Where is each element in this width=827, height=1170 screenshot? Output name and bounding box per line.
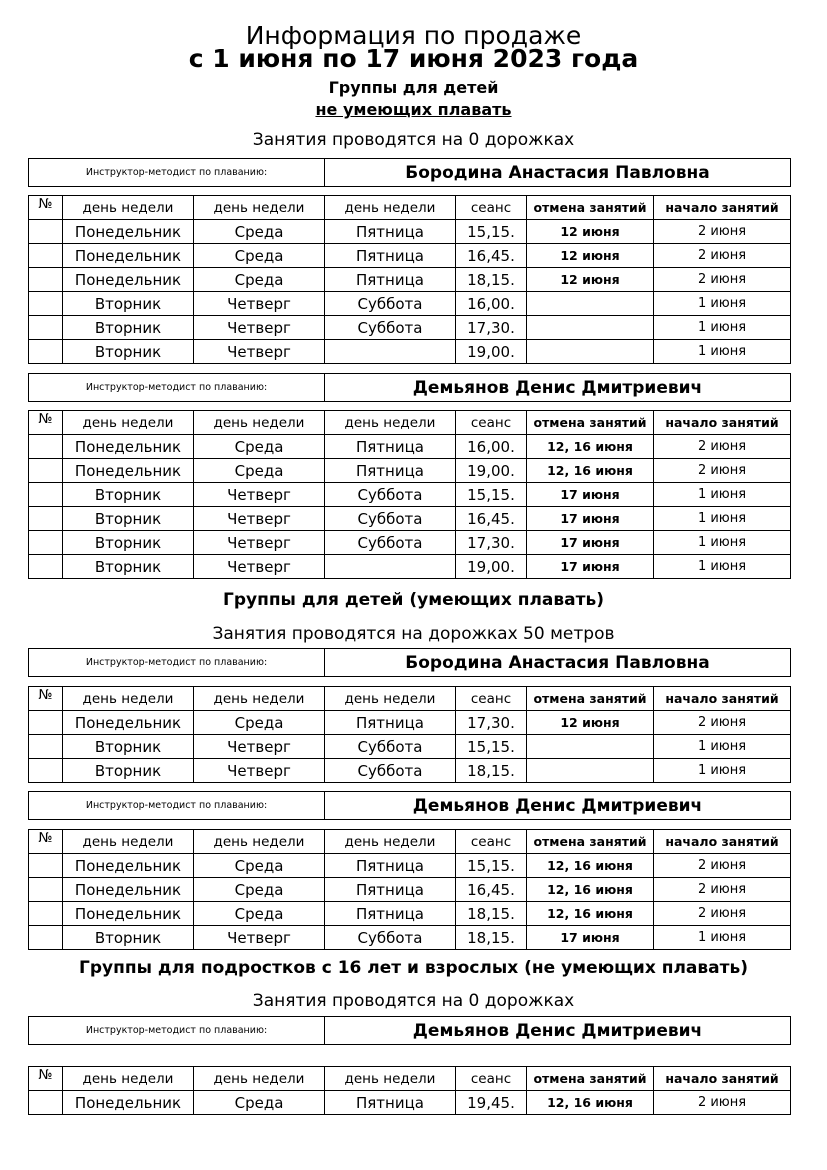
header-start: начало занятий xyxy=(654,1067,791,1091)
instructor-role: Инструктор-методист по плаванию: xyxy=(29,792,325,820)
schedule-header-row xyxy=(29,687,791,711)
cell-day-2: Среда xyxy=(194,244,325,268)
table-row xyxy=(29,854,791,878)
cell-number xyxy=(29,854,63,878)
cell-day-3: Пятница xyxy=(325,902,456,926)
group-title: Группы для подростков с 16 лет и взрослых (не умеющих плавать) xyxy=(79,958,748,978)
cell-session: 19,00. xyxy=(456,340,527,364)
cell-session: 16,45. xyxy=(456,507,527,531)
cell-number xyxy=(29,759,63,783)
cell-session: 16,45. xyxy=(456,244,527,268)
cell-cancel xyxy=(527,340,654,364)
header-number: № xyxy=(29,1067,63,1091)
cell-session: 15,15. xyxy=(456,854,527,878)
schedule-table xyxy=(28,1066,791,1115)
header-day: день недели xyxy=(194,411,325,435)
cell-session: 19,00. xyxy=(456,459,527,483)
header-day: день недели xyxy=(194,687,325,711)
cell-day-2: Четверг xyxy=(194,316,325,340)
cell-day-3: Пятница xyxy=(325,244,456,268)
header-session: сеанс xyxy=(456,1067,527,1091)
cell-number xyxy=(29,735,63,759)
cell-day-3: Суббота xyxy=(325,316,456,340)
schedule-table xyxy=(28,829,791,950)
cell-start: 2 июня xyxy=(654,878,791,902)
cell-session: 16,00. xyxy=(456,292,527,316)
cell-start: 1 июня xyxy=(654,555,791,579)
instructor-role: Инструктор-методист по плаванию: xyxy=(29,374,325,402)
table-row xyxy=(29,711,791,735)
cell-day-1: Понедельник xyxy=(63,435,194,459)
table-row xyxy=(29,244,791,268)
cell-day-1: Понедельник xyxy=(63,1091,194,1115)
group-title: Группы для детей (умеющих плавать) xyxy=(222,590,604,610)
cell-start: 1 июня xyxy=(654,531,791,555)
cell-day-1: Вторник xyxy=(63,759,194,783)
cell-day-1: Вторник xyxy=(63,926,194,950)
cell-cancel: 17 июня xyxy=(527,926,654,950)
cell-number xyxy=(29,926,63,950)
cell-start: 1 июня xyxy=(654,735,791,759)
title-line-2: с 1 июня по 17 июня 2023 года xyxy=(188,44,639,73)
cell-session: 15,15. xyxy=(456,483,527,507)
header-session: сеанс xyxy=(456,411,527,435)
instructor-table xyxy=(28,1016,791,1045)
cell-day-2: Четверг xyxy=(194,735,325,759)
cell-day-1: Вторник xyxy=(63,735,194,759)
cell-number xyxy=(29,1091,63,1115)
cell-cancel: 12 июня xyxy=(527,268,654,292)
cell-cancel xyxy=(527,316,654,340)
header-day: день недели xyxy=(194,196,325,220)
table-row xyxy=(29,759,791,783)
cell-day-1: Вторник xyxy=(63,483,194,507)
cell-day-1: Вторник xyxy=(63,316,194,340)
schedule-header-row xyxy=(29,1067,791,1091)
cell-cancel: 12, 16 июня xyxy=(527,459,654,483)
header-cancel: отмена занятий xyxy=(527,196,654,220)
section-heading: Занятия проводятся на дорожках 50 метров xyxy=(212,624,615,644)
instructor-role: Инструктор-методист по плаванию: xyxy=(29,159,325,187)
cell-day-1: Вторник xyxy=(63,555,194,579)
header-day: день недели xyxy=(325,411,456,435)
cell-day-2: Среда xyxy=(194,1091,325,1115)
header-day: день недели xyxy=(63,1067,194,1091)
instructor-row xyxy=(29,159,791,187)
header-cancel: отмена занятий xyxy=(527,687,654,711)
title-line-4-text: не умеющих плавать xyxy=(315,100,512,119)
header-day: день недели xyxy=(63,196,194,220)
header-cancel: отмена занятий xyxy=(527,1067,654,1091)
cell-day-1: Вторник xyxy=(63,292,194,316)
cell-start: 2 июня xyxy=(654,435,791,459)
cell-number xyxy=(29,459,63,483)
cell-day-2: Среда xyxy=(194,435,325,459)
header-day: день недели xyxy=(325,196,456,220)
header-day: день недели xyxy=(63,687,194,711)
table-row xyxy=(29,292,791,316)
header-cancel: отмена занятий xyxy=(527,830,654,854)
cell-number xyxy=(29,268,63,292)
cell-cancel: 17 июня xyxy=(527,555,654,579)
cell-day-2: Четверг xyxy=(194,483,325,507)
cell-session: 18,15. xyxy=(456,759,527,783)
cell-number xyxy=(29,340,63,364)
instructor-row xyxy=(29,374,791,402)
cell-day-2: Среда xyxy=(194,854,325,878)
cell-cancel xyxy=(527,735,654,759)
cell-start: 2 июня xyxy=(654,268,791,292)
instructor-name: Бородина Анастасия Павловна xyxy=(325,649,791,677)
cell-day-2: Четверг xyxy=(194,759,325,783)
instructor-row xyxy=(29,649,791,677)
header-day: день недели xyxy=(63,830,194,854)
cell-session: 19,00. xyxy=(456,555,527,579)
cell-day-3: Пятница xyxy=(325,1091,456,1115)
cell-session: 18,15. xyxy=(456,268,527,292)
cell-day-3: Пятница xyxy=(325,459,456,483)
cell-day-2: Среда xyxy=(194,220,325,244)
cell-start: 1 июня xyxy=(654,316,791,340)
cell-day-3: Пятница xyxy=(325,268,456,292)
cell-session: 16,45. xyxy=(456,878,527,902)
cell-cancel: 12 июня xyxy=(527,244,654,268)
table-row xyxy=(29,435,791,459)
cell-day-2: Среда xyxy=(194,902,325,926)
header-number: № xyxy=(29,196,63,220)
cell-session: 19,45. xyxy=(456,1091,527,1115)
table-row xyxy=(29,268,791,292)
header-session: сеанс xyxy=(456,196,527,220)
cell-cancel: 17 июня xyxy=(527,483,654,507)
cell-day-1: Вторник xyxy=(63,507,194,531)
cell-day-1: Вторник xyxy=(63,531,194,555)
cell-day-2: Среда xyxy=(194,711,325,735)
cell-number xyxy=(29,292,63,316)
header-number: № xyxy=(29,687,63,711)
cell-day-2: Четверг xyxy=(194,292,325,316)
cell-day-2: Среда xyxy=(194,459,325,483)
cell-number xyxy=(29,878,63,902)
header-session: сеанс xyxy=(456,687,527,711)
cell-number xyxy=(29,531,63,555)
instructor-name: Бородина Анастасия Павловна xyxy=(325,159,791,187)
table-row xyxy=(29,926,791,950)
cell-session: 18,15. xyxy=(456,902,527,926)
cell-start: 2 июня xyxy=(654,711,791,735)
cell-number xyxy=(29,555,63,579)
table-row xyxy=(29,555,791,579)
cell-day-3: Суббота xyxy=(325,292,456,316)
cell-day-2: Среда xyxy=(194,268,325,292)
cell-start: 1 июня xyxy=(654,483,791,507)
cell-session: 16,00. xyxy=(456,435,527,459)
instructor-role: Инструктор-методист по плаванию: xyxy=(29,649,325,677)
cell-number xyxy=(29,316,63,340)
cell-start: 2 июня xyxy=(654,902,791,926)
cell-cancel: 12, 16 июня xyxy=(527,854,654,878)
title-line-4 xyxy=(0,100,827,120)
cell-number xyxy=(29,507,63,531)
header-cancel: отмена занятий xyxy=(527,411,654,435)
cell-number xyxy=(29,220,63,244)
cell-day-2: Среда xyxy=(194,878,325,902)
header-day: день недели xyxy=(63,411,194,435)
schedule-table xyxy=(28,410,791,579)
cell-day-1: Понедельник xyxy=(63,878,194,902)
cell-cancel: 12, 16 июня xyxy=(527,902,654,926)
cell-day-1: Понедельник xyxy=(63,220,194,244)
cell-cancel: 17 июня xyxy=(527,507,654,531)
table-row xyxy=(29,531,791,555)
table-row xyxy=(29,316,791,340)
instructor-row xyxy=(29,792,791,820)
header-start: начало занятий xyxy=(654,411,791,435)
cell-day-2: Четверг xyxy=(194,531,325,555)
cell-session: 15,15. xyxy=(456,220,527,244)
cell-cancel xyxy=(527,292,654,316)
cell-day-2: Четверг xyxy=(194,340,325,364)
header-session: сеанс xyxy=(456,830,527,854)
instructor-name: Демьянов Денис Дмитриевич xyxy=(325,1017,791,1045)
cell-number xyxy=(29,711,63,735)
instructor-table xyxy=(28,791,791,820)
table-row xyxy=(29,1091,791,1115)
cell-number xyxy=(29,435,63,459)
cell-start: 2 июня xyxy=(654,244,791,268)
cell-cancel xyxy=(527,759,654,783)
cell-day-1: Понедельник xyxy=(63,244,194,268)
cell-day-3: Суббота xyxy=(325,735,456,759)
cell-session: 15,15. xyxy=(456,735,527,759)
cell-cancel: 12 июня xyxy=(527,220,654,244)
title-line-1: Информация по продаже xyxy=(245,21,582,50)
cell-session: 18,15. xyxy=(456,926,527,950)
cell-day-3: Суббота xyxy=(325,507,456,531)
table-row xyxy=(29,483,791,507)
cell-start: 2 июня xyxy=(654,1091,791,1115)
instructor-table xyxy=(28,373,791,402)
cell-day-2: Четверг xyxy=(194,555,325,579)
cell-day-3: Суббота xyxy=(325,926,456,950)
title-line-3: Группы для детей xyxy=(328,78,499,97)
cell-day-2: Четверг xyxy=(194,507,325,531)
cell-start: 2 июня xyxy=(654,854,791,878)
instructor-row xyxy=(29,1017,791,1045)
cell-start: 1 июня xyxy=(654,292,791,316)
instructor-table xyxy=(28,648,791,677)
cell-cancel: 12, 16 июня xyxy=(527,1091,654,1115)
header-day: день недели xyxy=(194,830,325,854)
cell-cancel: 12, 16 июня xyxy=(527,435,654,459)
cell-cancel: 12, 16 июня xyxy=(527,878,654,902)
cell-day-3: Пятница xyxy=(325,435,456,459)
cell-cancel: 12 июня xyxy=(527,711,654,735)
schedule-table xyxy=(28,195,791,364)
cell-day-1: Понедельник xyxy=(63,854,194,878)
cell-session: 17,30. xyxy=(456,531,527,555)
cell-day-2: Четверг xyxy=(194,926,325,950)
section-heading: Занятия проводятся на 0 дорожках xyxy=(252,991,575,1011)
cell-session: 17,30. xyxy=(456,711,527,735)
cell-day-3: Суббота xyxy=(325,483,456,507)
cell-day-3 xyxy=(325,555,456,579)
header-day: день недели xyxy=(194,1067,325,1091)
cell-start: 1 июня xyxy=(654,759,791,783)
table-row xyxy=(29,459,791,483)
table-row xyxy=(29,340,791,364)
table-row xyxy=(29,220,791,244)
header-day: день недели xyxy=(325,830,456,854)
instructor-name: Демьянов Денис Дмитриевич xyxy=(325,374,791,402)
cell-start: 1 июня xyxy=(654,507,791,531)
cell-cancel: 17 июня xyxy=(527,531,654,555)
instructor-table xyxy=(28,158,791,187)
schedule-header-row xyxy=(29,411,791,435)
cell-session: 17,30. xyxy=(456,316,527,340)
table-row xyxy=(29,507,791,531)
section-heading: Занятия проводятся на 0 дорожках xyxy=(252,130,575,150)
instructor-name: Демьянов Денис Дмитриевич xyxy=(325,792,791,820)
header-day: день недели xyxy=(325,687,456,711)
cell-day-1: Понедельник xyxy=(63,459,194,483)
header-number: № xyxy=(29,411,63,435)
header-start: начало занятий xyxy=(654,687,791,711)
schedule-header-row xyxy=(29,196,791,220)
header-number: № xyxy=(29,830,63,854)
schedule-table xyxy=(28,686,791,783)
cell-day-3: Пятница xyxy=(325,878,456,902)
table-row xyxy=(29,902,791,926)
cell-number xyxy=(29,244,63,268)
cell-day-1: Понедельник xyxy=(63,711,194,735)
cell-day-1: Понедельник xyxy=(63,902,194,926)
header-start: начало занятий xyxy=(654,196,791,220)
header-day: день недели xyxy=(325,1067,456,1091)
table-row xyxy=(29,878,791,902)
cell-number xyxy=(29,483,63,507)
cell-day-3: Суббота xyxy=(325,531,456,555)
cell-start: 2 июня xyxy=(654,459,791,483)
cell-day-3: Пятница xyxy=(325,220,456,244)
schedule-header-row xyxy=(29,830,791,854)
cell-day-1: Вторник xyxy=(63,340,194,364)
cell-number xyxy=(29,902,63,926)
cell-day-3: Пятница xyxy=(325,854,456,878)
table-row xyxy=(29,735,791,759)
cell-day-3: Суббота xyxy=(325,759,456,783)
header-start: начало занятий xyxy=(654,830,791,854)
cell-start: 2 июня xyxy=(654,220,791,244)
cell-day-1: Понедельник xyxy=(63,268,194,292)
cell-start: 1 июня xyxy=(654,340,791,364)
instructor-role: Инструктор-методист по плаванию: xyxy=(29,1017,325,1045)
cell-day-3: Пятница xyxy=(325,711,456,735)
cell-day-3 xyxy=(325,340,456,364)
cell-start: 1 июня xyxy=(654,926,791,950)
